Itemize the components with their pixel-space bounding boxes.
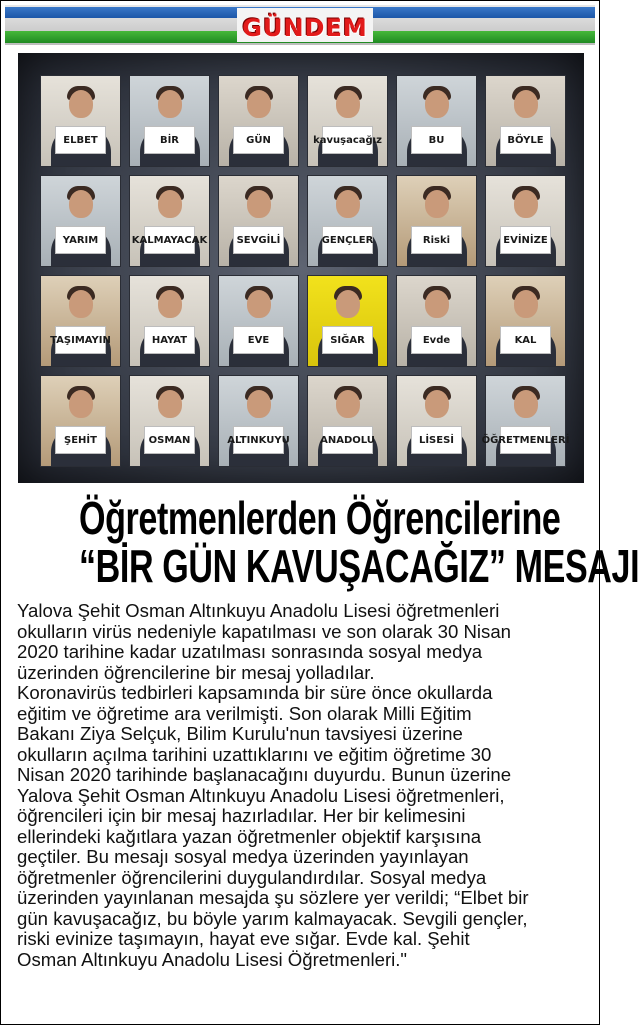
headline-line-1: Öğretmenlerden Öğrencilerine <box>79 492 561 544</box>
photo-tile <box>481 375 570 467</box>
article-line: 2020 tarihine kadar uzatılması sonrasında sosyal medya <box>17 641 483 662</box>
paper-sign: BÖYLE <box>500 126 551 154</box>
paper-sign: ELBET <box>55 126 106 154</box>
photo-grid <box>40 75 570 467</box>
photo-tile <box>40 175 121 267</box>
article-line: üzerinden öğrencilerine bir mesaj yolladılar. <box>17 661 375 683</box>
article-line: gün kavuşacağız, bu böyle yarım kalmayacak. Sevgili gençler, <box>17 907 528 929</box>
paper-sign: TAŞIMAYIN <box>55 326 106 354</box>
article-line: Yalova Şehit Osman Altınkuyu Anadolu Lisesi öğretmenleri <box>17 600 500 621</box>
paper-sign: ÖĞRETMENLERİ <box>500 426 551 454</box>
photo-tile <box>307 375 388 467</box>
photo-tile <box>40 75 121 167</box>
photo-tile <box>307 75 388 167</box>
paper-sign: HAYAT <box>144 326 195 354</box>
paper-sign: GÜN <box>233 126 284 154</box>
article-line: okulların açılma tarihini uzattıklarını ve eğitim öğretime 30 <box>17 743 492 765</box>
article-line: öğrencileri için bir mesaj hazırladılar. Her bir kelimesini <box>17 805 466 826</box>
photo-tile <box>218 275 299 367</box>
article-line: geçtiler. Bu mesajı sosyal medya üzerinden yayınlayan <box>17 846 469 867</box>
photo-tile <box>485 75 566 167</box>
article-line: üzerinden yayınlanan mesajda şu sözlere yer verildi; “Elbet bir <box>17 887 529 908</box>
paper-sign: KAL <box>500 326 551 354</box>
photo-tile <box>307 275 388 367</box>
headline-line-2: “BİR GÜN KAVUŞACAĞIZ” MESAJI <box>79 540 639 592</box>
article-line: ellerindeki kağıtlara yazan öğretmenler objektif karşısına <box>17 825 482 847</box>
paper-sign: Evde <box>411 326 462 354</box>
photo-tile <box>129 375 210 467</box>
article-line: eğitim ve öğretime ara verilmişti. Son olarak Milli Eğitim <box>17 702 472 724</box>
photo-tile <box>396 175 477 267</box>
photo-tile <box>485 275 566 367</box>
section-label: GÜNDEM <box>242 14 368 42</box>
teachers-photo-collage <box>18 53 584 483</box>
photo-tile <box>40 375 121 467</box>
section-label-box <box>237 8 373 42</box>
photo-tile <box>129 75 210 167</box>
paper-sign: KALMAYACAK <box>144 226 195 254</box>
photo-tile <box>396 75 477 167</box>
paper-sign: ANADOLU <box>322 426 373 454</box>
paper-sign: BİR <box>144 126 195 154</box>
photo-tile <box>129 275 210 367</box>
photo-tile <box>218 75 299 167</box>
photo-tile <box>396 375 477 467</box>
paper-sign: GENÇLER <box>322 226 373 254</box>
paper-sign: SEVGİLİ <box>233 226 284 254</box>
photo-tile <box>129 175 210 267</box>
photo-tile <box>218 175 299 267</box>
article-line: Bakanı Ziya Selçuk, Bilim Kurulu'nun tavsiyesi üzerine <box>17 723 463 744</box>
paper-sign: YARIM <box>55 226 106 254</box>
article-line: öğretmenler öğrencilerini duygulandırdılar. Sosyal medya <box>17 866 487 888</box>
paper-sign: BU <box>411 126 462 154</box>
section-banner <box>5 5 595 45</box>
paper-sign: ALTINKUYU <box>233 426 284 454</box>
paper-sign: OSMAN <box>144 426 195 454</box>
article-line: riski evinize taşımayın, hayat eve sığar. Evde kal. Şehit <box>17 928 470 949</box>
paper-sign: Riski <box>411 226 462 254</box>
paper-sign: EVE <box>233 326 284 354</box>
article-line: okulların virüs nedeniyle kapatılması ve son olarak 30 Nisan <box>17 620 512 642</box>
article-body <box>17 601 591 970</box>
paper-sign: EVİNİZE <box>500 226 551 254</box>
paper-sign: SIĞAR <box>322 326 373 354</box>
photo-tile <box>485 175 566 267</box>
photo-tile <box>307 175 388 267</box>
paper-sign: LİSESİ <box>411 426 462 454</box>
photo-tile <box>40 275 121 367</box>
paper-sign: ŞEHİT <box>55 426 106 454</box>
article-line: Osman Altınkuyu Anadolu Lisesi Öğretmenleri." <box>17 948 408 970</box>
paper-sign: kavuşacağız <box>322 126 373 154</box>
article-line: Yalova Şehit Osman Altınkuyu Anadolu Lisesi öğretmenleri, <box>17 784 505 806</box>
article-line: Koronavirüs tedbirleri kapsamında bir süre önce okullarda <box>17 682 493 703</box>
photo-tile <box>218 375 299 467</box>
photo-tile <box>396 275 477 367</box>
article-line: Nisan 2020 tarihinde başlanacağını duyurdu. Bunun üzerine <box>17 764 512 785</box>
